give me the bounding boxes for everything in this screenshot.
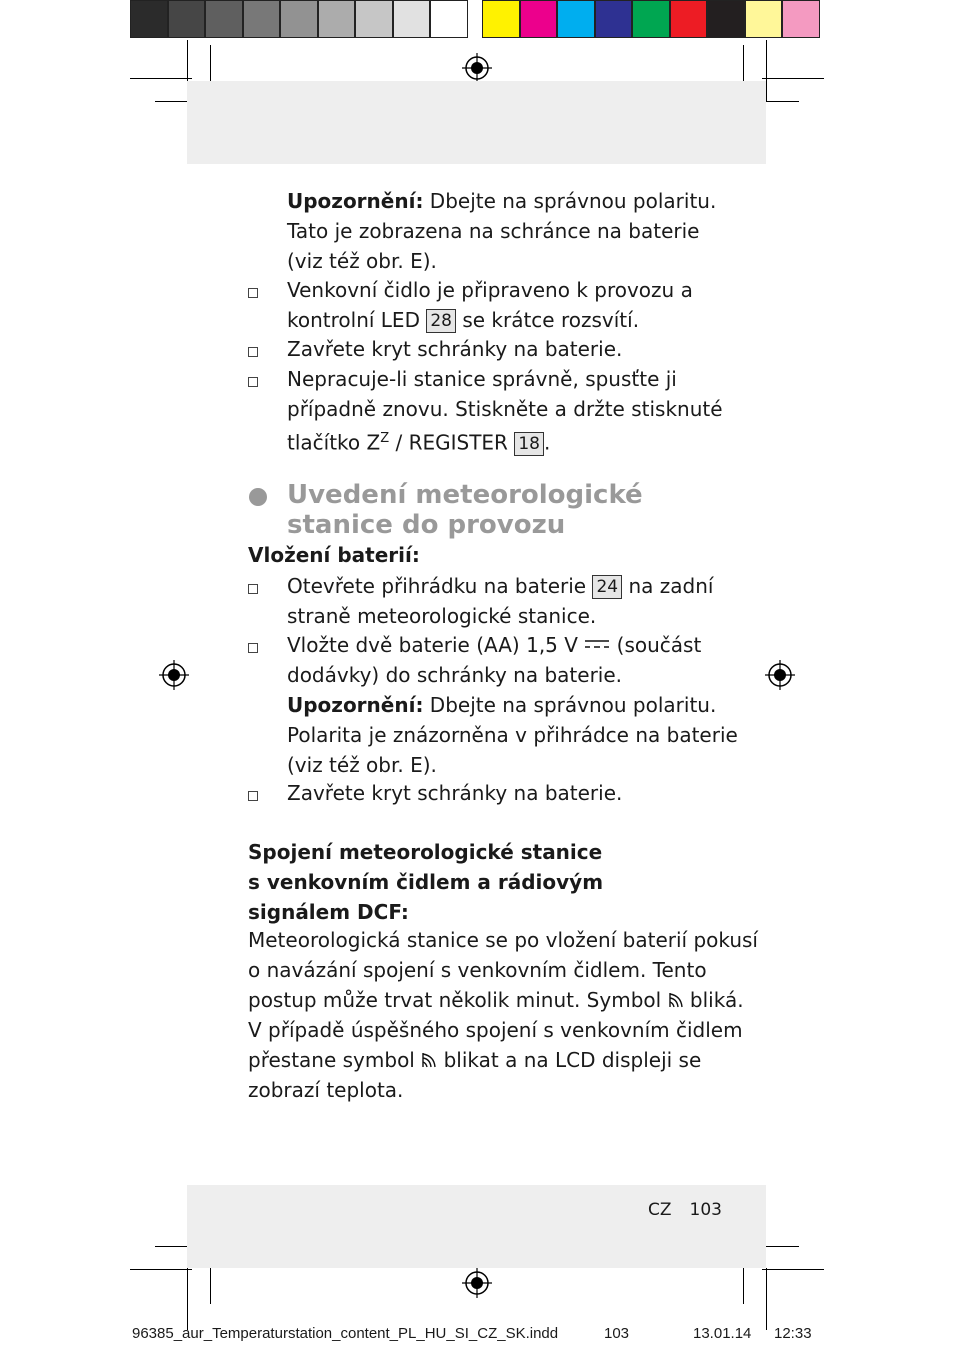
- gray-calibration-bar: [130, 0, 468, 40]
- list-item: Venkovní čidlo je připraveno k provozu a kontrolní LED 28 se krátce rozsvítí.: [287, 278, 693, 332]
- footer-band: [187, 1185, 766, 1268]
- color-swatch: [168, 0, 206, 38]
- crop-mark: [210, 1262, 211, 1304]
- list-item: Nepracuje-li stanice správně, spusťte ji případně znovu. Stiskněte a držte stisknuté tlačítko $Z^Z$ / REGISTER 18 .: [287, 367, 723, 455]
- slug-date: 13.01.14: [693, 1325, 752, 1342]
- slug-filename: 96385_aur_Temperaturstation_content_PL_HU_SI_CZ_SK.indd: [132, 1325, 559, 1342]
- page-number: CZ 103: [648, 1200, 722, 1220]
- bullet-icon: [248, 643, 258, 653]
- registration-mark-icon: [765, 660, 795, 690]
- registration-mark-icon: [462, 53, 492, 83]
- crop-mark: [743, 1262, 744, 1304]
- reference-number: 24: [592, 575, 622, 599]
- registration-mark-icon: [462, 1268, 492, 1298]
- list-item: Vložte dvě baterie (AA) 1,5 V (součást dodávky) do schránky na baterie. Upozornění: Dbejte na správnou polaritu. Polarita je znázorněna v přihrádce na baterie (viz též obr. E).: [287, 633, 738, 777]
- crop-mark: [187, 1268, 188, 1330]
- signal-symbol-icon: [421, 1051, 437, 1069]
- crop-mark: [766, 1268, 767, 1330]
- crop-mark: [762, 1246, 799, 1247]
- list-item: Zavřete kryt schránky na baterie.: [287, 781, 623, 805]
- color-swatch: [430, 0, 468, 38]
- bullet-icon: [248, 584, 258, 594]
- subheading: Spojení meteorologické stanice s venkovním čidlem a rádiovým signálem DCF:: [248, 840, 604, 924]
- slug-page: 103: [604, 1325, 630, 1342]
- crop-mark: [130, 78, 192, 79]
- color-swatch: [393, 0, 431, 38]
- heading-dot-icon: [249, 488, 267, 506]
- crop-mark: [130, 1269, 192, 1270]
- color-swatch: [243, 0, 281, 38]
- subheading: Vložení baterií:: [248, 543, 420, 567]
- bullet-icon: [248, 791, 258, 801]
- bullet-icon: [248, 347, 258, 357]
- color-swatch: [280, 0, 318, 38]
- note-label: Upozornění:: [287, 189, 424, 213]
- reference-number: 28: [426, 309, 456, 333]
- crop-mark: [762, 1269, 824, 1270]
- header-band: [187, 81, 766, 164]
- bullet-icon: [248, 377, 258, 387]
- list-item: Otevřete přihrádku na baterie 24 na zadní straně meteorologické stanice.: [287, 574, 714, 628]
- signal-symbol-icon: [668, 991, 684, 1009]
- color-swatch: [557, 0, 595, 38]
- color-swatch: [632, 0, 670, 38]
- color-swatch: [318, 0, 356, 38]
- note-paragraph: Upozornění: Dbejte na správnou polaritu. Tato je zobrazena na schránce na baterie (viz též obr. E).: [287, 189, 717, 273]
- color-swatch: [595, 0, 633, 38]
- body-paragraph: Meteorologická stanice se po vložení baterií pokusí o navázání spojení s venkovním čidlem. Tento postup může trvat několik minut. Symbol bliká. V případě úspěšného spojení s venkovním čidlem přestane symbol blikat a na LCD displeji se zobrazí teplota.: [248, 928, 758, 1102]
- reference-number: 18: [514, 432, 544, 456]
- color-calibration-bar: [482, 0, 820, 40]
- crop-mark: [766, 40, 767, 102]
- color-swatch: [745, 0, 783, 38]
- crop-mark: [762, 78, 824, 79]
- color-swatch: [520, 0, 558, 38]
- color-swatch: [782, 0, 820, 38]
- registration-mark-icon: [159, 660, 189, 690]
- color-swatch: [130, 0, 168, 38]
- color-swatch: [205, 0, 243, 38]
- direct-current-icon: [584, 638, 610, 650]
- section-heading: Uvedení meteorologické stanice do provozu: [287, 480, 643, 540]
- slug-time: 12:33: [774, 1325, 812, 1342]
- crop-mark: [762, 101, 799, 102]
- color-swatch: [707, 0, 745, 38]
- list-item: Zavřete kryt schránky na baterie.: [287, 337, 623, 361]
- color-swatch: [355, 0, 393, 38]
- bullet-icon: [248, 288, 258, 298]
- color-swatch: [482, 0, 520, 38]
- color-swatch: [670, 0, 708, 38]
